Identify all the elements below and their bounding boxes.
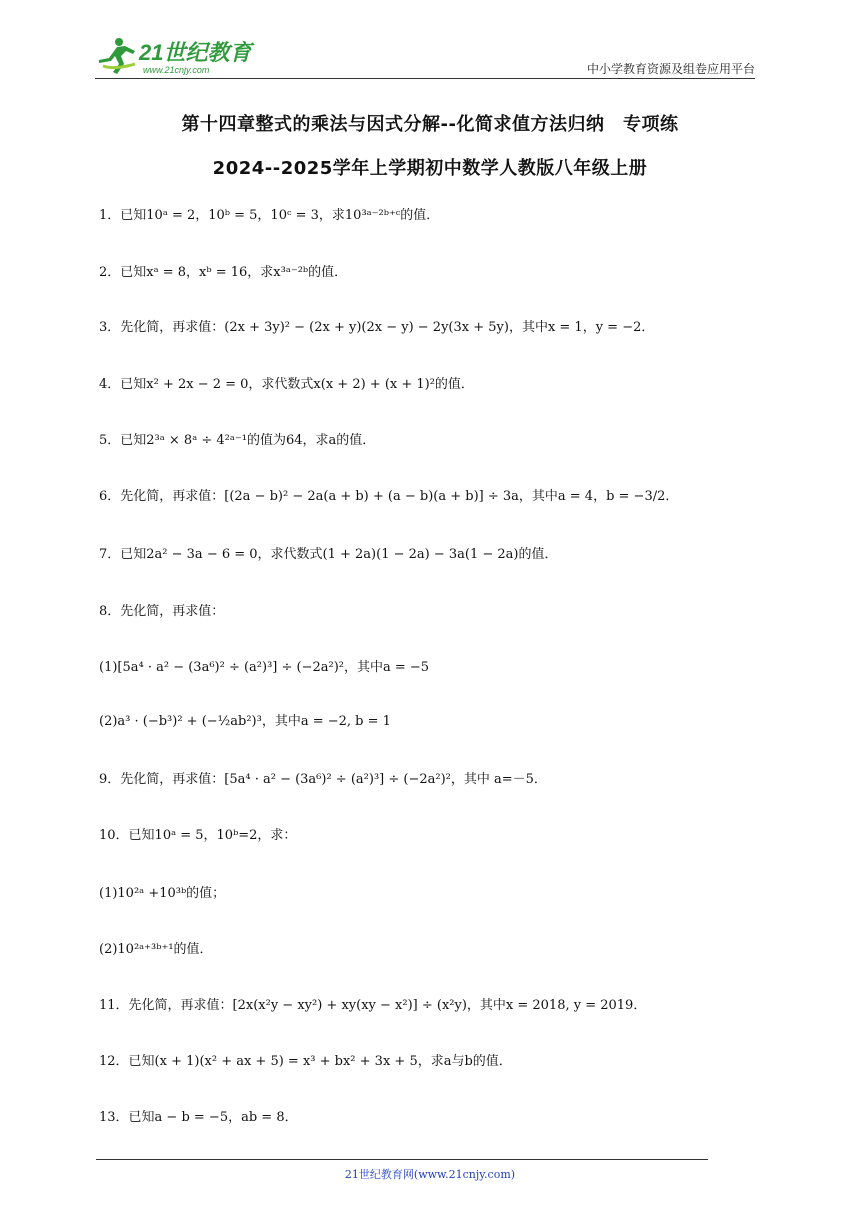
question-9: 9．先化简，再求值：[5a⁴ · a² − (3a⁶)² ÷ (a²)³] ÷ (−2a²)²，其中 a=－5． bbox=[99, 772, 547, 787]
question-3: 3．先化简，再求值：(2x + 3y)² − (2x + y)(2x − y) − 2y(3x + 5y)，其中x = 1，y = −2． bbox=[99, 320, 655, 335]
question-1: 1．已知10ᵃ = 2，10ᵇ = 5，10ᶜ = 3，求10³ᵃ⁻²ᵇ⁺ᶜ的值． bbox=[99, 208, 440, 223]
question-8-part-2: (2)a³ · (−b³)² + (−½ab²)³，其中a = −2, b = 1 bbox=[99, 714, 391, 729]
page-header bbox=[95, 30, 755, 80]
platform-name: 中小学教育资源及组卷应用平台 bbox=[586, 62, 755, 76]
site-logo bbox=[95, 36, 265, 76]
question-10-part-2: (2)10²ᵃ⁺³ᵇ⁺¹的值． bbox=[99, 942, 213, 957]
question-10-part-1: (1)10²ᵃ +10³ᵇ的值； bbox=[99, 886, 226, 901]
logo-url-text: www.21cnjy.com bbox=[143, 65, 210, 75]
header-divider bbox=[95, 78, 755, 79]
question-12: 12．已知(x + 1)(x² + ax + 5) = x³ + bx² + 3x + 5，求a与b的值． bbox=[99, 1054, 512, 1069]
question-2: 2．已知xᵃ = 8，xᵇ = 16，求x³ᵃ⁻²ᵇ的值． bbox=[99, 265, 348, 280]
page-subtitle: 2024--2025学年上学期初中数学人教版八年级上册 bbox=[212, 158, 648, 179]
footer-divider bbox=[96, 1159, 708, 1160]
question-6: 6．先化简，再求值：[(2a − b)² − 2a(a + b) + (a − b)(a + b)] ÷ 3a，其中a = 4，b = −3/2． bbox=[99, 489, 679, 504]
question-8: 8．先化简，再求值： bbox=[99, 604, 225, 619]
question-10: 10．已知10ᵃ = 5，10ᵇ=2，求： bbox=[99, 828, 297, 843]
question-5: 5．已知2³ᵃ × 8ᵃ ÷ 4²ᵃ⁻¹的值为64，求a的值． bbox=[99, 433, 376, 448]
logo-brand-text: 21世纪教育 bbox=[139, 40, 252, 65]
page-title: 第十四章整式的乘法与因式分解--化简求值方法归纳 专项练 bbox=[181, 114, 679, 135]
question-13: 13．已知a − b = −5，ab = 8． bbox=[99, 1110, 298, 1125]
question-7: 7．已知2a² − 3a − 6 = 0，求代数式(1 + 2a)(1 − 2a) − 3a(1 − 2a)的值． bbox=[99, 547, 558, 562]
question-8-part-1: (1)[5a⁴ · a² − (3a⁶)² ÷ (a²)³] ÷ (−2a²)²，其中a = −5 bbox=[99, 660, 430, 675]
question-4: 4．已知x² + 2x − 2 = 0，求代数式x(x + 2) + (x + 1)²的值． bbox=[99, 377, 474, 392]
footer-link[interactable]: 21世纪教育网(www.21cnjy.com) bbox=[344, 1168, 516, 1181]
question-11: 11．先化简，再求值：[2x(x²y − xy²) + xy(xy − x²)] ÷ (x²y)，其中x = 2018, y = 2019． bbox=[99, 998, 647, 1013]
